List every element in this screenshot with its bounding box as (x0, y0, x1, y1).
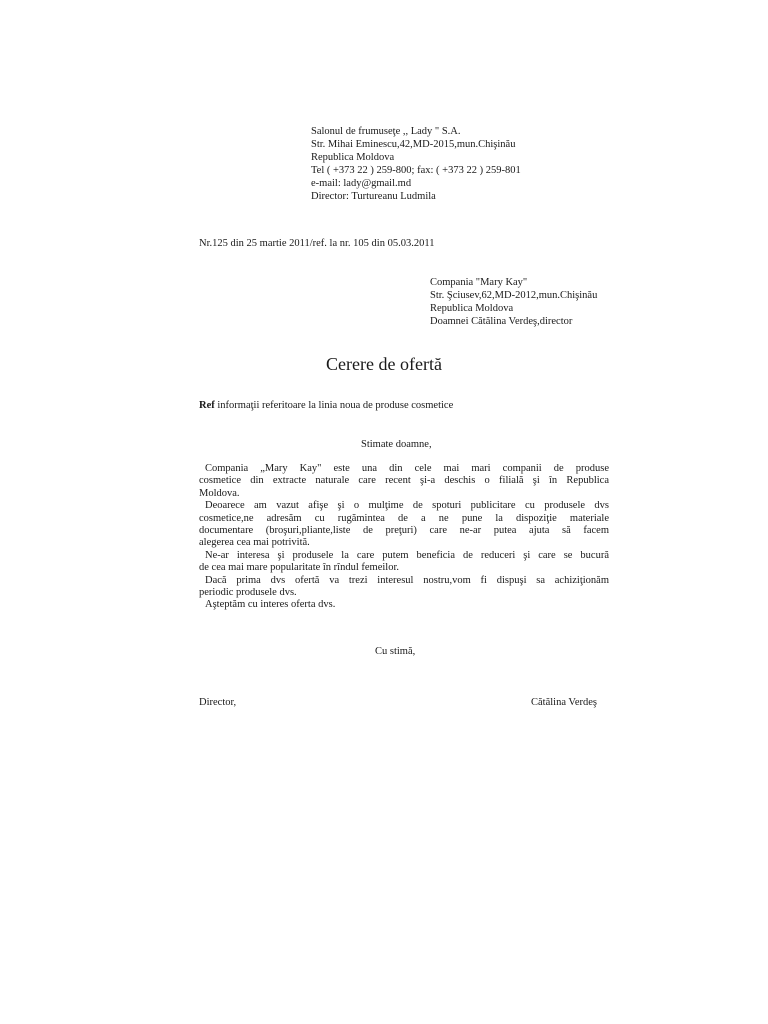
body-line: Aşteptăm cu interes oferta dvs. (205, 599, 336, 611)
body-line: Compania „Mary Kay" este una din cele mai mari companii de produse (205, 463, 609, 474)
body-line: documentare (broşuri,pliante,liste de preţuri) care ne-ar putea ajuta să facem (199, 525, 609, 537)
signature-role: Director, (199, 697, 237, 708)
sender-header (311, 125, 521, 203)
body-line: Ne-ar interesa şi produsele la care putem beneficia de reduceri şi care se bucură (205, 549, 609, 561)
sender-line: Str. Mihai Eminescu,42,MD-2015,mun.Chişinău (311, 139, 516, 150)
salutation: Stimate doamne, (361, 439, 432, 450)
document-title: Cerere de ofertă (326, 354, 442, 374)
closing-formula: Cu stimă, (375, 646, 416, 657)
subject-line (199, 399, 453, 412)
recipient-line: Compania "Mary Kay" (430, 277, 528, 288)
body-line: cosmetice,ne adresăm cu rugămintea de a ne pune la dispoziţie materiale (199, 512, 609, 524)
letter-body (199, 463, 609, 612)
reference-number: Nr.125 din 25 martie 2011/ref. la nr. 105 din 05.03.2011 (199, 238, 435, 249)
recipient-block (430, 276, 597, 328)
subject-label: Ref (199, 400, 215, 411)
body-line: Moldova. (199, 487, 240, 499)
body-line: de cea mai mare popularitate în rîndul femeilor. (199, 562, 400, 574)
sender-line: Tel ( +373 22 ) 259-800; fax: ( +373 22 ) 259-801 (311, 165, 521, 176)
body-line: cosmetice din extracte naturale care recent şi-a deschis o filială şi în Republica (199, 475, 609, 487)
signature-name: Cătălina Verdeş (531, 697, 597, 708)
body-line: periodic produsele dvs. (199, 587, 297, 599)
sender-line: e-mail: lady@gmail.md (311, 178, 412, 189)
body-line: Dacă prima dvs ofertă va trezi interesul nostru,vom fi dispuşi sa achiziţionăm (205, 574, 609, 586)
body-line: alegerea cea mai potrivită. (199, 537, 310, 549)
sender-line: Republica Moldova (311, 152, 395, 163)
recipient-line: Doamnei Cătălina Verdeş,director (430, 316, 573, 327)
body-line: Deoarece am vazut afişe şi o mulţime de spoturi publicitare cu produsele dvs (205, 500, 609, 512)
sender-line: Director: Turtureanu Ludmila (311, 191, 436, 202)
sender-line: Salonul de frumuseţe ,, Lady " S.A. (311, 126, 461, 137)
subject-text: informaţii referitoare la linia noua de produse cosmetice (214, 400, 454, 411)
recipient-line: Republica Moldova (430, 303, 514, 314)
recipient-line: Str. Şciusev,62,MD-2012,mun.Chişinău (430, 290, 598, 301)
